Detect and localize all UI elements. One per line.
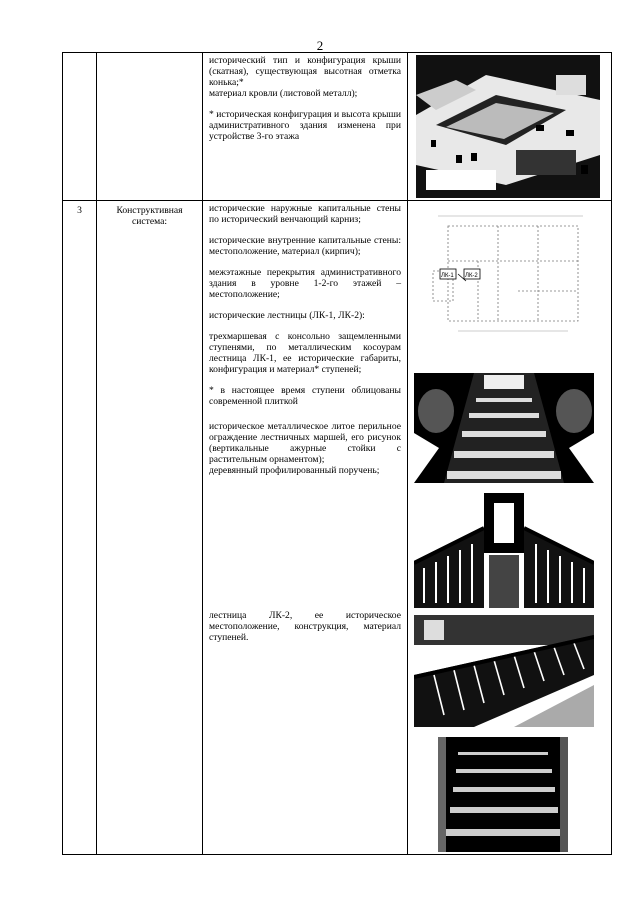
stair-lk1-text: трехмаршевая с консольно защемленными ступенями, по металлическим косоурам лестница ЛК-1, ее исторические габариты, конфигурация и материал* ступеней; (209, 331, 401, 375)
stair-lk2-photo (438, 737, 568, 852)
plan-label-lk1: ЛК-1 (441, 273, 454, 279)
railing-photo (414, 493, 594, 608)
handrail-text: деревянный профилированный поручень; (209, 465, 380, 476)
protection-table (62, 52, 612, 855)
cell-number (63, 53, 97, 201)
stair-note-text: * в настоящее время ступени облицованы современной плиткой (209, 385, 401, 407)
stair-lk2-text: лестница ЛК-2, ее историческое местоположение, конструкция, материал ступеней. (209, 610, 401, 643)
floor-plan-drawing (418, 211, 598, 361)
cell-system (97, 53, 203, 201)
plan-label-lk2: ЛК-2 (465, 273, 478, 279)
cell-description (203, 201, 408, 855)
floors-text: межэтажные перекрытия административного здания в уровне 1-2-го этажей – местоположение; (209, 267, 401, 300)
stairs-heading: исторические лестницы (ЛК-1, ЛК-2): (209, 310, 365, 321)
table-row-construction (63, 201, 612, 855)
roof-material-text: материал кровли (листовой металл); (209, 88, 358, 99)
roof-type-text: исторический тип и конфигурация крыши (скатная), существующая высотная отметка конька;* (209, 55, 401, 88)
outer-walls-text: исторические наружные капитальные стены по исторический венчающий карниз; (209, 203, 401, 225)
inner-walls-text: исторические внутренние капитальные стены: местоположение, материал (кирпич); (209, 235, 401, 257)
row-number: 3 (63, 201, 97, 855)
page-number: 2 (316, 38, 324, 53)
aerial-roof-photo (416, 55, 600, 198)
table-row-roof (63, 53, 612, 201)
system-name: Конструктивная система: (97, 201, 203, 855)
railing-text: историческое металлическое литое перильное ограждение лестничных маршей, его рисунок (вертикальные ажурные стойки с растительным орнаментом); (209, 421, 401, 465)
stair-lk1-photo (414, 373, 594, 483)
roof-note-text: * историческая конфигурация и высота крыши административного здания изменена при устройстве 3-го этажа (209, 109, 401, 142)
cell-description (203, 53, 408, 201)
handrail-photo (414, 615, 594, 727)
cell-photo (408, 53, 612, 201)
cell-photos (408, 201, 612, 855)
